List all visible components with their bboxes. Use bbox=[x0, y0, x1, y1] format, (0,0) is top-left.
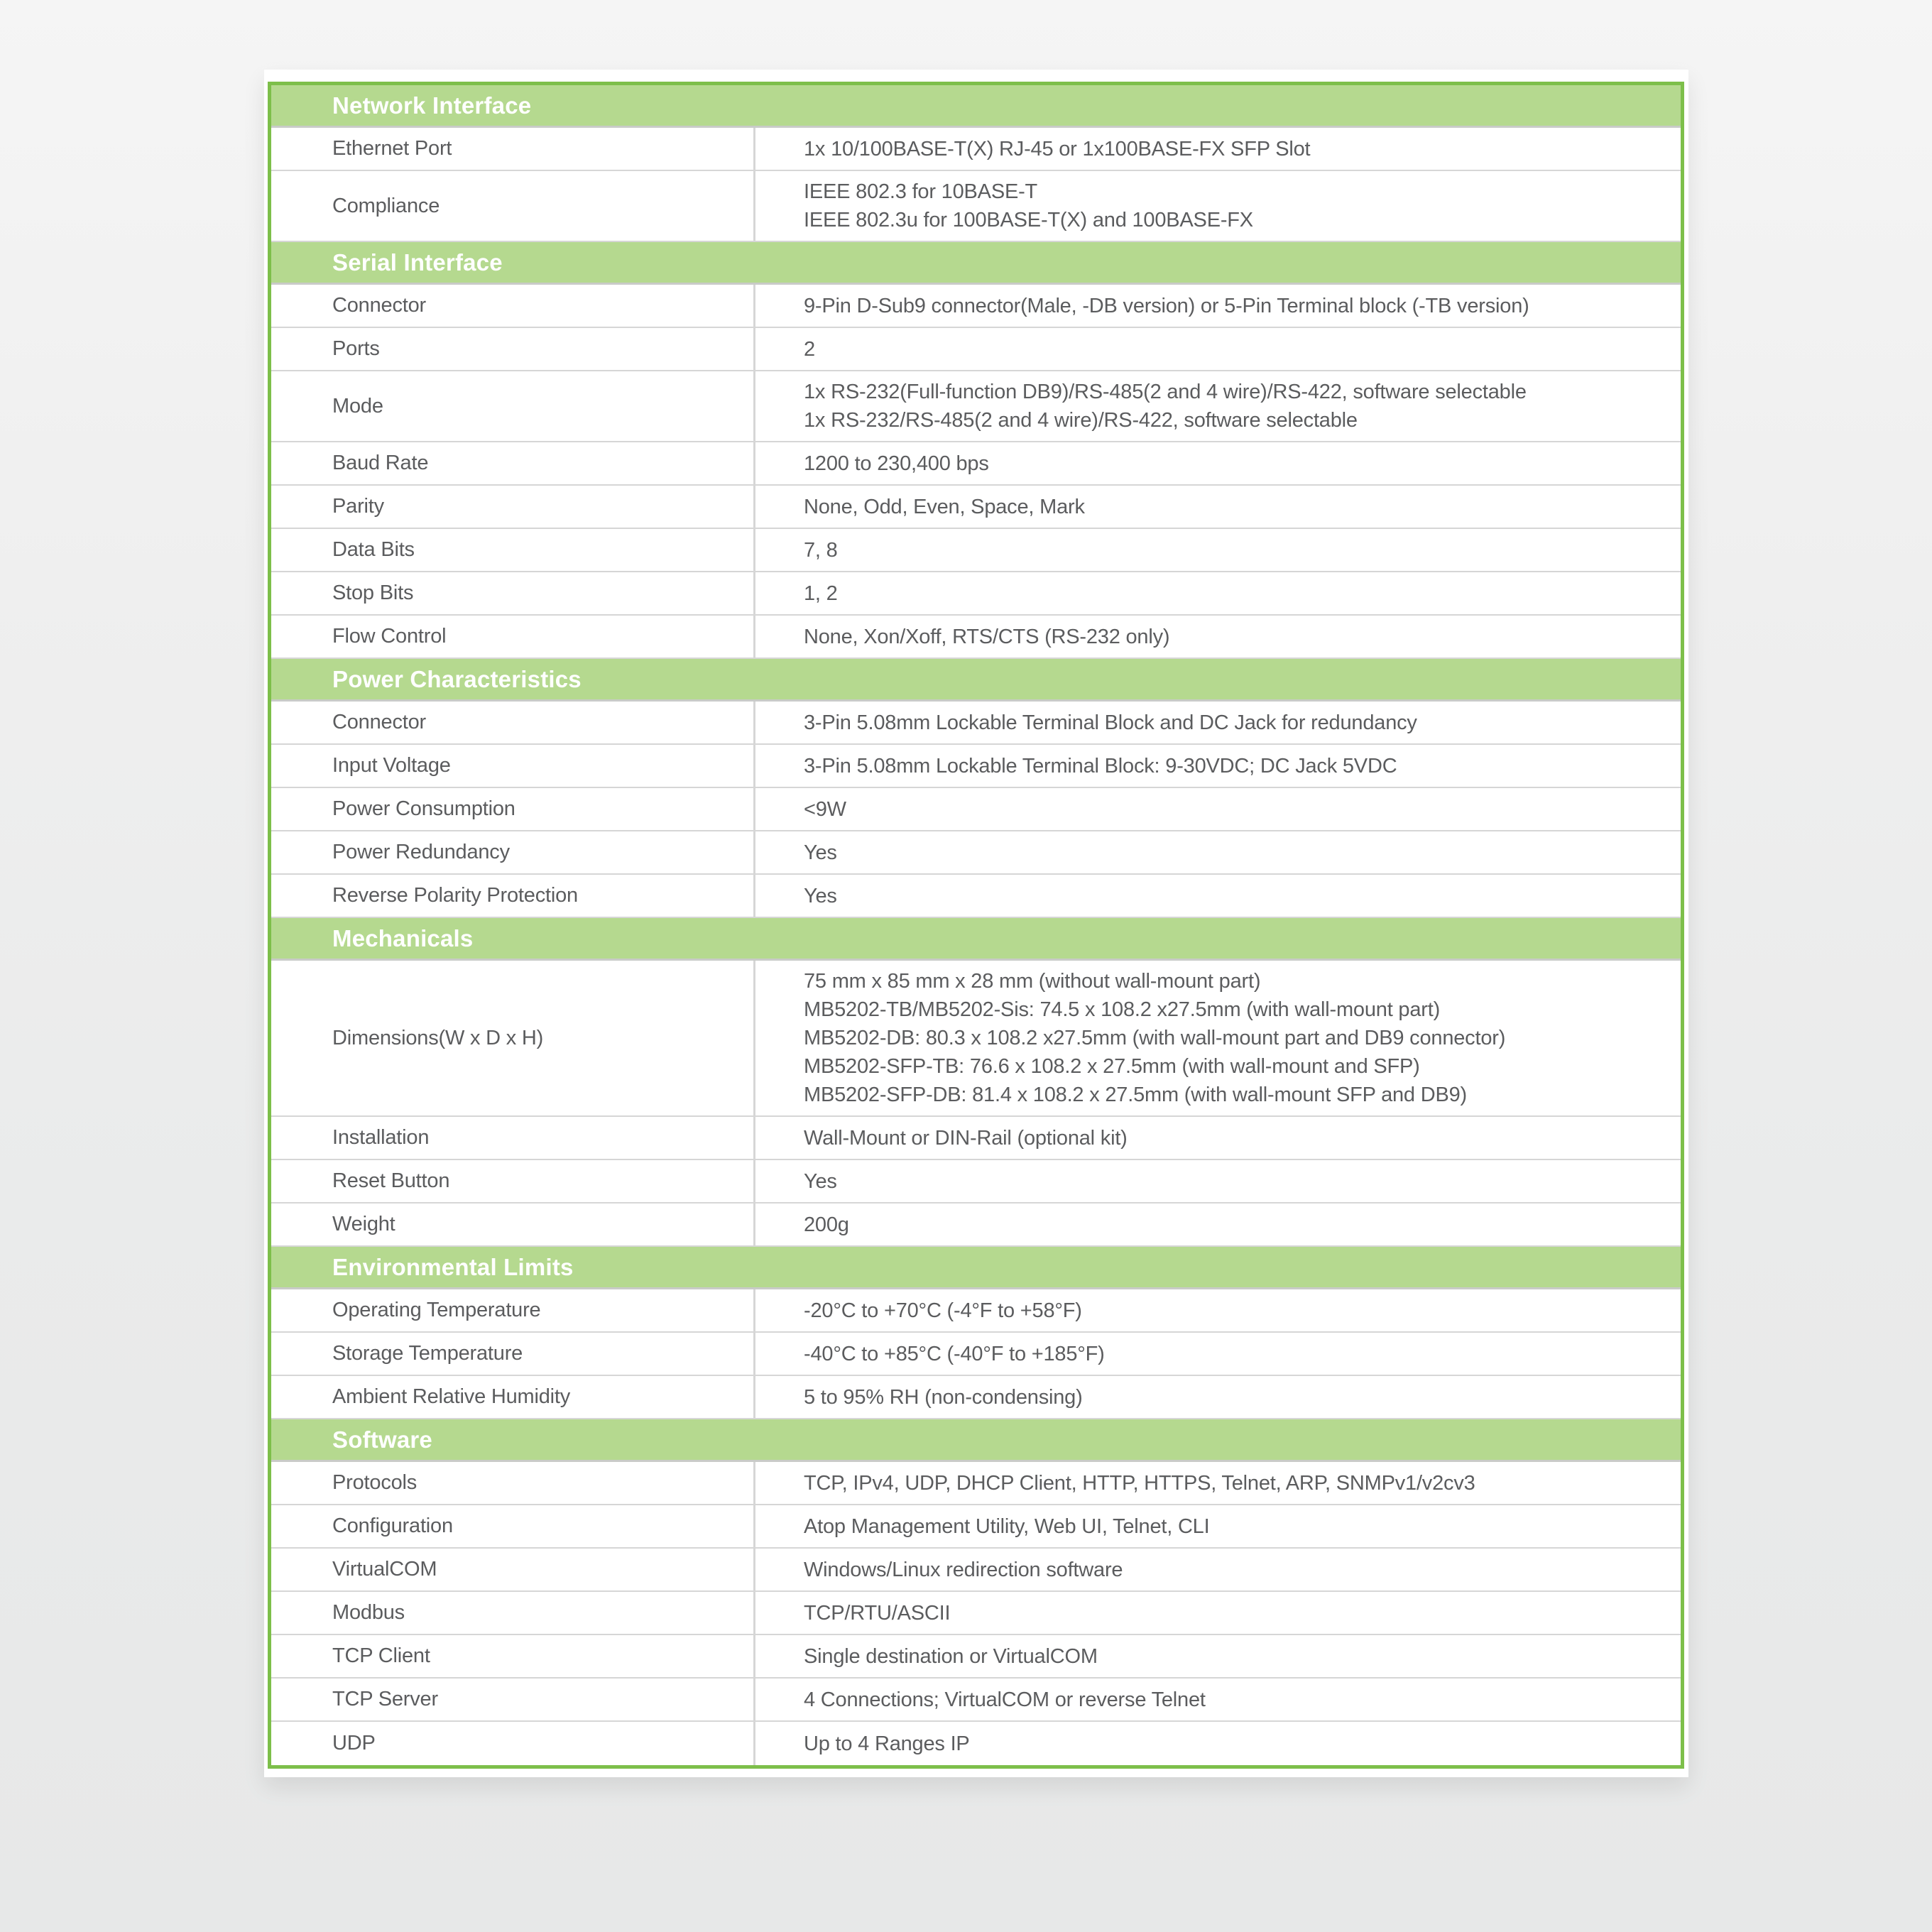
section-title: Software bbox=[332, 1426, 432, 1453]
table-row-protocols bbox=[271, 1462, 1681, 1505]
table-row-tcp-client bbox=[271, 1635, 1681, 1679]
spec-label: Stop Bits bbox=[332, 582, 414, 604]
spec-value-line: 1x 10/100BASE-T(X) RJ-45 or 1x100BASE-FX SFP Slot bbox=[804, 137, 1311, 160]
spec-label-cell bbox=[271, 875, 755, 917]
spec-value-line: Wall-Mount or DIN-Rail (optional kit) bbox=[804, 1126, 1128, 1150]
section-title: Serial Interface bbox=[332, 249, 503, 275]
spec-label: Installation bbox=[332, 1126, 430, 1149]
table-row-reverse-polarity-protection bbox=[271, 875, 1681, 918]
spec-value-cell bbox=[755, 486, 1681, 528]
spec-label-cell bbox=[271, 171, 755, 241]
spec-value-cell bbox=[755, 1160, 1681, 1202]
table-row-installation bbox=[271, 1117, 1681, 1160]
spec-value-line: Atop Management Utility, Web UI, Telnet, CLI bbox=[804, 1515, 1210, 1538]
spec-label: Configuration bbox=[332, 1515, 453, 1537]
spec-value-line: TCP, IPv4, UDP, DHCP Client, HTTP, HTTPS, Telnet, ARP, SNMPv1/v2cv3 bbox=[804, 1471, 1475, 1495]
spec-label-cell bbox=[271, 1635, 755, 1677]
table-row-flow-control bbox=[271, 616, 1681, 659]
spec-value-cell bbox=[755, 442, 1681, 484]
spec-value-cell bbox=[755, 529, 1681, 571]
spec-value-line: -20°C to +70°C (-4°F to +58°F) bbox=[804, 1299, 1082, 1322]
table-row-data-bits bbox=[271, 529, 1681, 572]
spec-label-cell bbox=[271, 1117, 755, 1159]
spec-label: Storage Temperature bbox=[332, 1342, 523, 1365]
spec-label: Power Redundancy bbox=[332, 841, 510, 863]
spec-value-line: 9-Pin D-Sub9 connector(Male, -DB version) or 5-Pin Terminal block (-TB version) bbox=[804, 294, 1529, 317]
spec-label: Reset Button bbox=[332, 1169, 450, 1192]
spec-value-line: MB5202-DB: 80.3 x 108.2 x27.5mm (with wall-mount part and DB9 connector) bbox=[804, 1027, 1506, 1049]
section-title: Environmental Limits bbox=[332, 1253, 574, 1280]
spec-label-cell bbox=[271, 572, 755, 614]
spec-label-cell bbox=[271, 1204, 755, 1245]
table-row-ethernet-port bbox=[271, 128, 1681, 171]
spec-label-cell bbox=[271, 1722, 755, 1765]
spec-value-line: IEEE 802.3 for 10BASE-T bbox=[804, 180, 1038, 203]
spec-value-line: MB5202-SFP-DB: 81.4 x 108.2 x 27.5mm (with wall-mount SFP and DB9) bbox=[804, 1084, 1467, 1106]
spec-label: Flow Control bbox=[332, 625, 447, 648]
section-header-environmental-limits bbox=[271, 1247, 1681, 1289]
spec-label: Reverse Polarity Protection bbox=[332, 884, 578, 907]
spec-value-line: Up to 4 Ranges IP bbox=[804, 1732, 970, 1755]
spec-value-line: 75 mm x 85 mm x 28 mm (without wall-mount part) bbox=[804, 970, 1261, 993]
table-row-connector bbox=[271, 285, 1681, 328]
spec-label: UDP bbox=[332, 1732, 376, 1754]
spec-label: VirtualCOM bbox=[332, 1558, 437, 1581]
section-header-network-interface bbox=[271, 85, 1681, 128]
spec-label: Dimensions(W x D x H) bbox=[332, 1026, 544, 1049]
spec-label-cell bbox=[271, 1160, 755, 1202]
spec-label: Connector bbox=[332, 294, 426, 317]
spec-value-line: 3-Pin 5.08mm Lockable Terminal Block: 9-30VDC; DC Jack 5VDC bbox=[804, 754, 1397, 777]
section-header-software bbox=[271, 1419, 1681, 1462]
section-header-serial-interface bbox=[271, 242, 1681, 285]
spec-label: Modbus bbox=[332, 1601, 405, 1624]
spec-value-cell bbox=[755, 831, 1681, 873]
spec-value-cell bbox=[755, 285, 1681, 327]
spec-label: Mode bbox=[332, 394, 383, 417]
spec-card bbox=[264, 70, 1688, 1777]
section-title: Power Characteristics bbox=[332, 665, 582, 692]
table-row-reset-button bbox=[271, 1160, 1681, 1204]
spec-label: Protocols bbox=[332, 1471, 417, 1494]
spec-value-line: 1, 2 bbox=[804, 582, 838, 605]
spec-value-cell bbox=[755, 616, 1681, 657]
table-row-dimensions-w-x-d-x-h bbox=[271, 961, 1681, 1117]
spec-value-line: 2 bbox=[804, 337, 815, 361]
spec-value-cell bbox=[755, 128, 1681, 170]
spec-label: Ambient Relative Humidity bbox=[332, 1385, 571, 1408]
spec-value-cell bbox=[755, 1376, 1681, 1418]
spec-value-cell bbox=[755, 1679, 1681, 1720]
spec-value-cell bbox=[755, 371, 1681, 441]
spec-value-cell bbox=[755, 702, 1681, 743]
spec-label-cell bbox=[271, 1679, 755, 1720]
spec-label-cell bbox=[271, 745, 755, 787]
spec-value-cell bbox=[755, 1592, 1681, 1634]
spec-label: Operating Temperature bbox=[332, 1299, 541, 1321]
table-row-mode bbox=[271, 371, 1681, 442]
spec-table bbox=[268, 82, 1684, 1769]
spec-label-cell bbox=[271, 1289, 755, 1331]
spec-value-line: None, Odd, Even, Space, Mark bbox=[804, 495, 1085, 518]
spec-label: Ethernet Port bbox=[332, 137, 452, 160]
spec-label: Baud Rate bbox=[332, 452, 429, 474]
spec-value-line: -40°C to +85°C (-40°F to +185°F) bbox=[804, 1342, 1105, 1365]
spec-value-line: IEEE 802.3u for 100BASE-T(X) and 100BASE-FX bbox=[804, 209, 1253, 231]
section-title: Mechanicals bbox=[332, 924, 474, 951]
spec-label-cell bbox=[271, 1333, 755, 1375]
spec-value-cell bbox=[755, 1204, 1681, 1245]
spec-value-cell bbox=[755, 1635, 1681, 1677]
spec-value-line: 7, 8 bbox=[804, 538, 838, 562]
table-row-compliance bbox=[271, 171, 1681, 242]
spec-label-cell bbox=[271, 702, 755, 743]
section-title: Network Interface bbox=[332, 92, 532, 119]
spec-value-line: 5 to 95% RH (non-condensing) bbox=[804, 1385, 1083, 1409]
table-row-power-redundancy bbox=[271, 831, 1681, 875]
spec-label-cell bbox=[271, 961, 755, 1115]
spec-value-cell bbox=[755, 328, 1681, 370]
spec-label: Connector bbox=[332, 711, 426, 733]
table-row-udp bbox=[271, 1722, 1681, 1765]
spec-label: Compliance bbox=[332, 194, 440, 217]
spec-label: TCP Server bbox=[332, 1688, 438, 1710]
table-row-power-consumption bbox=[271, 788, 1681, 831]
spec-value-cell bbox=[755, 1505, 1681, 1547]
table-row-baud-rate bbox=[271, 442, 1681, 486]
spec-value-line: 200g bbox=[804, 1213, 849, 1236]
spec-value-cell bbox=[755, 961, 1681, 1115]
spec-value-cell bbox=[755, 572, 1681, 614]
spec-label-cell bbox=[271, 1549, 755, 1590]
spec-value-line: None, Xon/Xoff, RTS/CTS (RS-232 only) bbox=[804, 625, 1170, 648]
section-header-mechanicals bbox=[271, 918, 1681, 961]
table-row-connector bbox=[271, 702, 1681, 745]
spec-value-line: MB5202-SFP-TB: 76.6 x 108.2 x 27.5mm (with wall-mount and SFP) bbox=[804, 1055, 1420, 1078]
spec-value-cell bbox=[755, 1722, 1681, 1765]
spec-label-cell bbox=[271, 371, 755, 441]
spec-value-line: 1x RS-232(Full-function DB9)/RS-485(2 and 4 wire)/RS-422, software selectable bbox=[804, 381, 1527, 403]
table-row-ports bbox=[271, 328, 1681, 371]
spec-label-cell bbox=[271, 831, 755, 873]
spec-label-cell bbox=[271, 128, 755, 170]
spec-label: Data Bits bbox=[332, 538, 415, 561]
spec-label-cell bbox=[271, 616, 755, 657]
spec-value-cell bbox=[755, 1462, 1681, 1504]
table-row-weight bbox=[271, 1204, 1681, 1247]
table-row-stop-bits bbox=[271, 572, 1681, 616]
spec-label-cell bbox=[271, 486, 755, 528]
spec-label-cell bbox=[271, 1462, 755, 1504]
spec-value-cell bbox=[755, 171, 1681, 241]
table-row-modbus bbox=[271, 1592, 1681, 1635]
spec-label-cell bbox=[271, 1592, 755, 1634]
table-row-storage-temperature bbox=[271, 1333, 1681, 1376]
spec-value-line: Yes bbox=[804, 1169, 837, 1193]
spec-value-line: 1x RS-232/RS-485(2 and 4 wire)/RS-422, software selectable bbox=[804, 409, 1358, 432]
spec-value-cell bbox=[755, 1289, 1681, 1331]
spec-value-line: Single destination or VirtualCOM bbox=[804, 1644, 1098, 1668]
spec-value-line: Windows/Linux redirection software bbox=[804, 1558, 1123, 1581]
table-row-parity bbox=[271, 486, 1681, 529]
table-row-tcp-server bbox=[271, 1679, 1681, 1722]
spec-value-line: 1200 to 230,400 bps bbox=[804, 452, 989, 475]
spec-value-cell bbox=[755, 1333, 1681, 1375]
spec-label: Ports bbox=[332, 337, 380, 360]
table-row-operating-temperature bbox=[271, 1289, 1681, 1333]
spec-label-cell bbox=[271, 529, 755, 571]
table-row-ambient-relative-humidity bbox=[271, 1376, 1681, 1419]
spec-value-line: 4 Connections; VirtualCOM or reverse Telnet bbox=[804, 1688, 1206, 1711]
spec-label: Input Voltage bbox=[332, 754, 451, 777]
spec-value-line: MB5202-TB/MB5202-Sis: 74.5 x 108.2 x27.5mm (with wall-mount part) bbox=[804, 998, 1441, 1021]
spec-label-cell bbox=[271, 788, 755, 830]
spec-value-cell bbox=[755, 1549, 1681, 1590]
spec-value-cell bbox=[755, 875, 1681, 917]
spec-value-cell bbox=[755, 788, 1681, 830]
spec-value-line: Yes bbox=[804, 841, 837, 864]
section-header-power-characteristics bbox=[271, 659, 1681, 702]
spec-label-cell bbox=[271, 442, 755, 484]
spec-value-cell bbox=[755, 1117, 1681, 1159]
spec-label: Parity bbox=[332, 495, 384, 518]
table-row-virtualcom bbox=[271, 1549, 1681, 1592]
table-row-configuration bbox=[271, 1505, 1681, 1549]
spec-value-line: TCP/RTU/ASCII bbox=[804, 1601, 951, 1625]
spec-label: Weight bbox=[332, 1213, 395, 1235]
spec-value-line: Yes bbox=[804, 884, 837, 907]
spec-value-cell bbox=[755, 745, 1681, 787]
spec-label-cell bbox=[271, 328, 755, 370]
spec-label-cell bbox=[271, 1505, 755, 1547]
spec-label-cell bbox=[271, 1376, 755, 1418]
spec-label: Power Consumption bbox=[332, 797, 515, 820]
spec-value-line: 3-Pin 5.08mm Lockable Terminal Block and DC Jack for redundancy bbox=[804, 711, 1417, 734]
table-row-input-voltage bbox=[271, 745, 1681, 788]
spec-label: TCP Client bbox=[332, 1644, 430, 1667]
spec-label-cell bbox=[271, 285, 755, 327]
spec-value-line: <9W bbox=[804, 797, 846, 821]
